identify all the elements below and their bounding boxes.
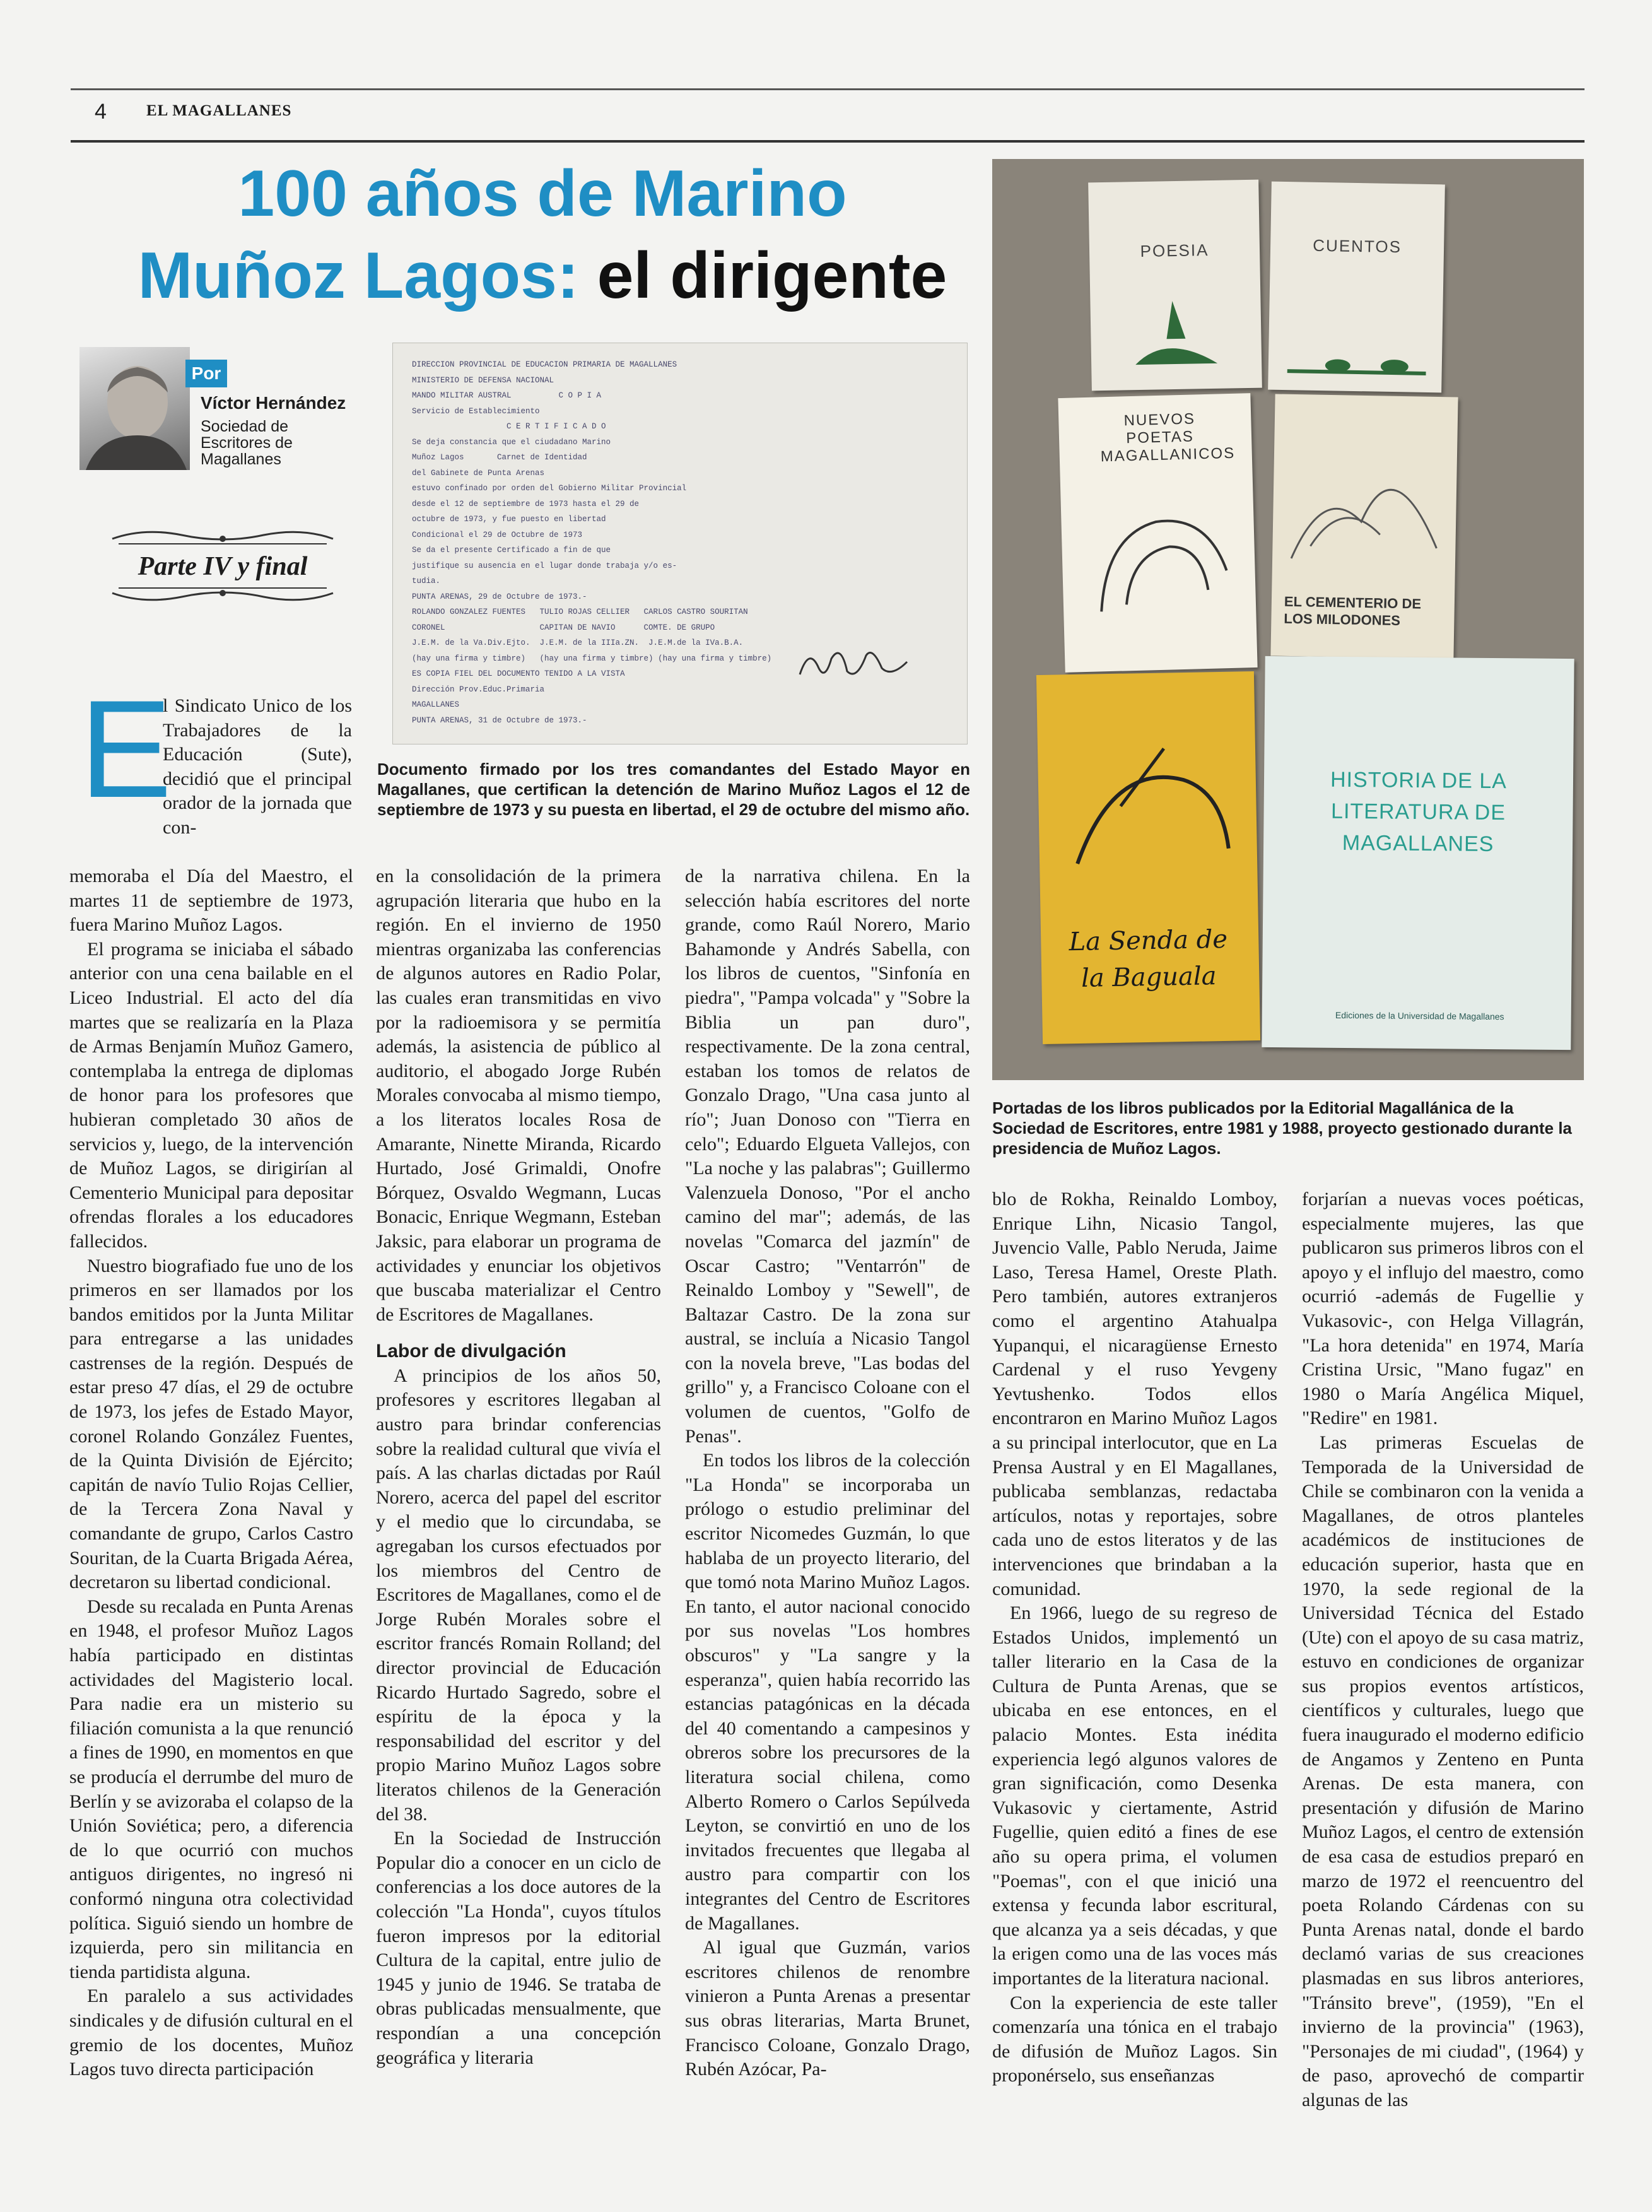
book-illustration [1128, 275, 1224, 372]
paragraph: Con la experiencia de este taller comenzaría una tónica en el trabajo de difusión de Muñoz Lagos. Sin proponérselo, sus enseñanzas [992, 1992, 1277, 2086]
book-senda-baguala: La Senda de la Baguala [1036, 671, 1260, 1044]
top-rule [71, 88, 1585, 90]
paragraph: de la narrativa chilena. En la selección había escritores del norte grande, como Raúl Norero, Mario Bahamonde y Andrés Sabella, con los libros de cuentos, "Sinfonía en piedra", "Pampa volcada" y "Sobre la Biblia un pan duro", respectivamente. De la zona central, estaban los tomos de relatos de Gonzalo Drago, "Una casa junto al río"; Juan Donoso con "Tierra en celo"; Eduardo Elgueta Vallejos, con "La noche y las palabras"; Guillermo Valenzuela Donoso, "Por el ancho camino del mar"; además, de las novelas "Comarca del jazmín" de Oscar Castro; "Ventarrón" de Reinaldo Lomboy y "Sewell", de Baltazar Castro. De la zona sur austral, se incluía a Nicasio Tangol con la novela breve, "Las bodas del grillo" y, a Francisco Coloane con el volumen de cuentos, "Golfo de Penas". [685, 866, 970, 1447]
author-affiliation: Sociedad de Escritores de Magallanes [201, 418, 293, 468]
paragraph: A principios de los años 50, profesores y escritores llegaban al austro para brindar conferencias sobre la realidad cultural que vivía el país. A las charlas dictadas por Raúl Norero, acerca del papel del escritor y el medio que lo circundaba, se agregaban los cursos efectuados por los miembros del Centro de Escritores de Magallanes, como el de Jorge Rubén Morales sobre el escritor francés Romain Rolland; del director provincial de Educación Ricardo Hurtado Sagredo, sobre el espíritu de la época y la responsabilidad del escritor y del propio Marino Muñoz Lagos sobre literatos chilenos de la Generación del 38. [376, 1365, 661, 1825]
article-col1-intro: l Sindicato Unico de los Trabajadores de la Educación (Sute), decidió que el principal orador de la jornada que con- [163, 695, 352, 838]
article-col4 [992, 1187, 1277, 2088]
author-name: Víctor Hernández [201, 393, 346, 413]
paragraph: En 1966, luego de su regreso de Estados Unidos, implementó un taller literario en la Casa de la Cultura de Punta Arenas, que se ubicaba en ese entonces, en el palacio Montes. Esta inédita experiencia legó algunos valores de gran significación, como Desenka Vukasovic y ciertamente, Astrid Fugellie, quien editó a fines de ese año su opera prima, el volumen "Poemas", con el que inició una extensa y fecunda labor escritural, que alcanza ya a seis décadas, y que la erigen como una de las voces más importantes de la literatura nacional. [992, 1603, 1277, 1989]
book-illustration [1079, 482, 1241, 625]
headline-line2 [95, 237, 990, 314]
book-cuentos: CUENTOS [1268, 182, 1445, 393]
article-col2-text-b [376, 1364, 661, 2070]
paragraph: En paralelo a sus actividades sindicales y de difusión cultural en el gremio de los docentes, Muñoz Lagos tuvo directa participación [69, 1986, 353, 2080]
paragraph: Nuestro biografiado fue uno de los primeros en ser llamados por los bandos emitidos por la Junta Militar para entregarse a las unidades castrenses de la región. Después de estar preso 47 días, el 29 de octubre de 1973, los jefes de Estado Mayor, coronel Rolando González Fuentes, de la Quinta División de Ejército; capitán de navío Tulio Rojas Cellier, de la Tercera Zona Naval y comandante de grupo, Carlos Castro Souritan, de la Cuarta Brigada Aérea, decretaron su libertad condicional. [69, 1255, 353, 1593]
section-heading: Labor de divulgación [376, 1341, 566, 1362]
page-number: 4 [95, 100, 107, 124]
author-photo [79, 347, 190, 470]
paragraph: memoraba el Día del Maestro, el martes 11 de septiembre de 1973, fuera Marino Muñoz Lagos. [69, 866, 353, 936]
paragraph: En todos los libros de la colección "La Honda" se incorporaba un prólogo o estudio preliminar del escritor Nicomedes Guzmán, lo que hablaba de un proyecto literario, del que tomó nota Marino Muñoz Lagos. En tanto, el autor nacional conocido por sus novelas "Los hombres obscuros" y "La sangre y la esperanza", quien había recorrido las estancias patagónicas en la década del 40 comentando a campesinos y obreros sobre los precursores de la literatura social chilena, como Alberto Romero o Carlos Sepúlveda Leyton, se convirtió en uno de los invitados frecuentes que llegaba al austro para compartir con los integrantes del Centro de Escritores de Magallanes. [685, 1450, 970, 1934]
book-illustration [1056, 722, 1241, 889]
paragraph: En la Sociedad de Instrucción Popular dio a conocer en un ciclo de conferencias a los doce autores de la colección "La Honda", cuyos títulos fueron impresos por la editorial Cultura de la capital, entre julio de 1945 y junio de 1946. Se trataba de obras publicadas mensualmente, que respondían a una concepción geográfica y literaria [376, 1828, 661, 2068]
paragraph: blo de Rokha, Reinaldo Lomboy, Enrique Lihn, Nicasio Tangol, Juvencio Valle, Pablo Neruda, Jaime Laso, Teresa Hamel, Oreste Plath. Pero también, autores extranjeros como el argentino Atahualpa Yupanqui, el nicaragüense Ernesto Cardenal y el ruso Yevgeny Yevtushenko. Todos ellos encontraron en Marino Muñoz Lagos a su principal interlocutor, que en La Prensa Austral y en El Magallanes, publicaba semblanzas, redactaba artículos, notas y reportajes, sobre cada uno de estos literatos y de las intervenciones que brindaban a la comunidad. [992, 1189, 1277, 1599]
byline-por-badge: Por [185, 360, 227, 387]
book-nuevos-poetas: NUEVOS POETAS MAGALLANICOS [1058, 393, 1257, 673]
paragraph: en la consolidación de la primera agrupación literaria que hubo en la región. En el invierno de 1950 mientras organizaba las conferencias de algunos autores en Radio Polar, las cuales eran transmitidas en vivo por la radioemisora y se permitía además, la asistencia de público al auditorio, el abogado Jorge Rubén Morales convocaba al mismo tiempo, a los literatos locales Rosa de Amarante, Ninette Miranda, Ricardo Hurtado, José Grimaldi, Onofre Bórquez, Osvaldo Wegmann, Lucas Bonacic, Enrique Wegmann, Esteban Jaksic, para elaborar un programa de actividades y enunciar los objetivos que buscaba materializar el Centro de Escritores de Magallanes. [376, 866, 661, 1325]
part-label: Parte IV y final [138, 552, 308, 581]
signature-scribble [797, 643, 910, 687]
paragraph: El programa se iniciaba el sábado anterior con una cena bailable en el Liceo Industrial. El acto del día martes que se realizaría en la Plaza de Armas Benjamín Muñoz Gamero, contemplaba la entrega de diplomas de honor para los profesores que hubieran completado 30 años de servicios y, luego, de la intervención de Muñoz Lagos, se dirigirían al Cementerio Municipal para depositar ofrendas florales a los educadores fallecidos. [69, 938, 353, 1252]
document-caption: Documento firmado por los tres comandantes del Estado Mayor en Magallanes, que certifican la detención de Marino Muñoz Lagos el 12 de septiembre de 1973 y su puesta en libertad, el 29 de octubre del mismo año. [377, 760, 970, 819]
certificate-document-image [392, 343, 968, 744]
paragraph: Desde su recalada en Punta Arenas en 1948, el profesor Muñoz Lagos había participado en distintas actividades del Magisterio local. Para nadie era un misterio su filiación comunista a la que renunció a fines de 1990, en momentos en que se producía el derrumbe del muro de Berlín y se avizoraba el colapso de la Unión Soviética; pero, a diferencia de lo que ocurrió con muchos antiguos dirigentes, no ingresó ni conformó ninguna otra colectividad política. Siguió siendo un hombre de izquierda, pero sin militancia en tienda partidista alguna. [69, 1596, 353, 1982]
headline-line1: 100 años de Marino [238, 157, 847, 230]
book-illustration [1287, 346, 1426, 380]
certificate-text: DIRECCION PROVINCIAL DE EDUCACION PRIMARIA DE MAGALLANES MINISTERIO DE DEFENSA NACIONAL MANDO MILITAR AUSTRAL C O P I A Servicio de Establecimiento C E R T I F I C A D O Se deja constancia que el ciudadano Marino Muñoz Lagos Carnet de Identidad del Gabinete de Punta Arenas estuvo confinado por orden del Gobierno Militar Provincial desde el 12 de septiembre de 1973 hasta el 29 de octubre de 1973, y fue puesto en libertad Condicional el 29 de Octubre de 1973 Se da el presente Certificado a fin de que justifique su ausencia en el lugar donde trabaja y/o es- tudia. PUNTA ARENAS, 29 de Octubre de 1973.- ROLANDO GONZALEZ FUENTES TULIO ROJAS CELLIER CARLOS CASTRO SOURITAN CORONEL CAPITAN DE NAVIO COMTE. DE GRUPO J.E.M. de la Va.Div.Ejto. J.E.M. de la IIIa.ZN. J.E.M.de la IVa.B.A. (hay una firma y timbre) (hay una firma y timbre) (hay una firma y timbre) ES COPIA FIEL DEL DOCUMENTO TENIDO A LA VISTA Dirección Prov.Educ.Primaria MAGALLANES PUNTA ARENAS, 31 de Octubre de 1973.- [412, 360, 772, 725]
article-col5 [1302, 1187, 1584, 2113]
headline-blue: Muñoz Lagos: [138, 239, 579, 312]
article-col1 [69, 864, 353, 2082]
book-historia-literatura: HISTORIA DE LA LITERATURA DE MAGALLANES Ediciones de la Universidad de Magallanes [1262, 656, 1574, 1050]
article-col2 [376, 864, 661, 2070]
books-photo [992, 159, 1584, 1080]
books-caption: Portadas de los libros publicados por la Editorial Magallánica de la Sociedad de Escritores, entre 1981 y 1988, proyecto gestionado durante la presidencia de Muñoz Lagos. [992, 1098, 1573, 1158]
masthead: EL MAGALLANES [146, 102, 292, 119]
book-poesia: POESIA [1088, 180, 1262, 391]
dropcap: E [79, 671, 172, 827]
headline-black: el dirigente [597, 239, 947, 312]
article-col3 [685, 864, 970, 2082]
header-rule [71, 140, 1585, 143]
paragraph: forjarían a nuevas voces poéticas, especialmente mujeres, las que publicaron sus primeros libros con el apoyo y el influjo del maestro, como ocurrió -además de Fugellie y Vukasovic-, con Helga Villagrán, "La hora detenida" en 1974, María Cristina Ursic, "Mano fugaz" en 1980 o María Angélica Miquel, "Redire" en 1981. [1302, 1189, 1584, 1429]
book-illustration [1285, 420, 1445, 574]
article-col2-text [376, 864, 661, 1327]
paragraph: Al igual que Guzmán, varios escritores chilenos de renombre vinieron a Punta Arenas a presentar sus obras literarias, Marta Brunet, Francisco Coloane, Gonzalo Drago, Rubén Azócar, Pa- [685, 1937, 970, 2080]
paragraph: Las primeras Escuelas de Temporada de la Universidad de Chile se combinaron con la venida a Magallanes, de otros planteles académicos de instituciones de educación superior, hasta que en 1970, la sede regional de la Universidad Técnica del Estado (Ute) con el apoyo de su casa matriz, estuvo en condiciones de organizar sus propios eventos artísticos, científicos y culturales, luego que fuera inaugurado el moderno edificio de Angamos y Zenteno en Punta Arenas. De esta manera, con presentación y difusión de Marino Muñoz Lagos, el centro de extensión de esa casa de estudios preparó en marzo de 1972 el reencuentro del poeta Rolando Cárdenas con su Punta Arenas natal, donde el bardo declamó varias de sus creaciones plasmadas en sus libros anteriores, "Tránsito breve", (1959), "En el invierno de la provincia" (1963), "Personajes de mi ciudad", (1964) y de paso, aprovechó de compartir algunas de las [1302, 1432, 1584, 2110]
book-cementerio: EL CEMENTERIO DE LOS MILODONES [1270, 394, 1458, 659]
